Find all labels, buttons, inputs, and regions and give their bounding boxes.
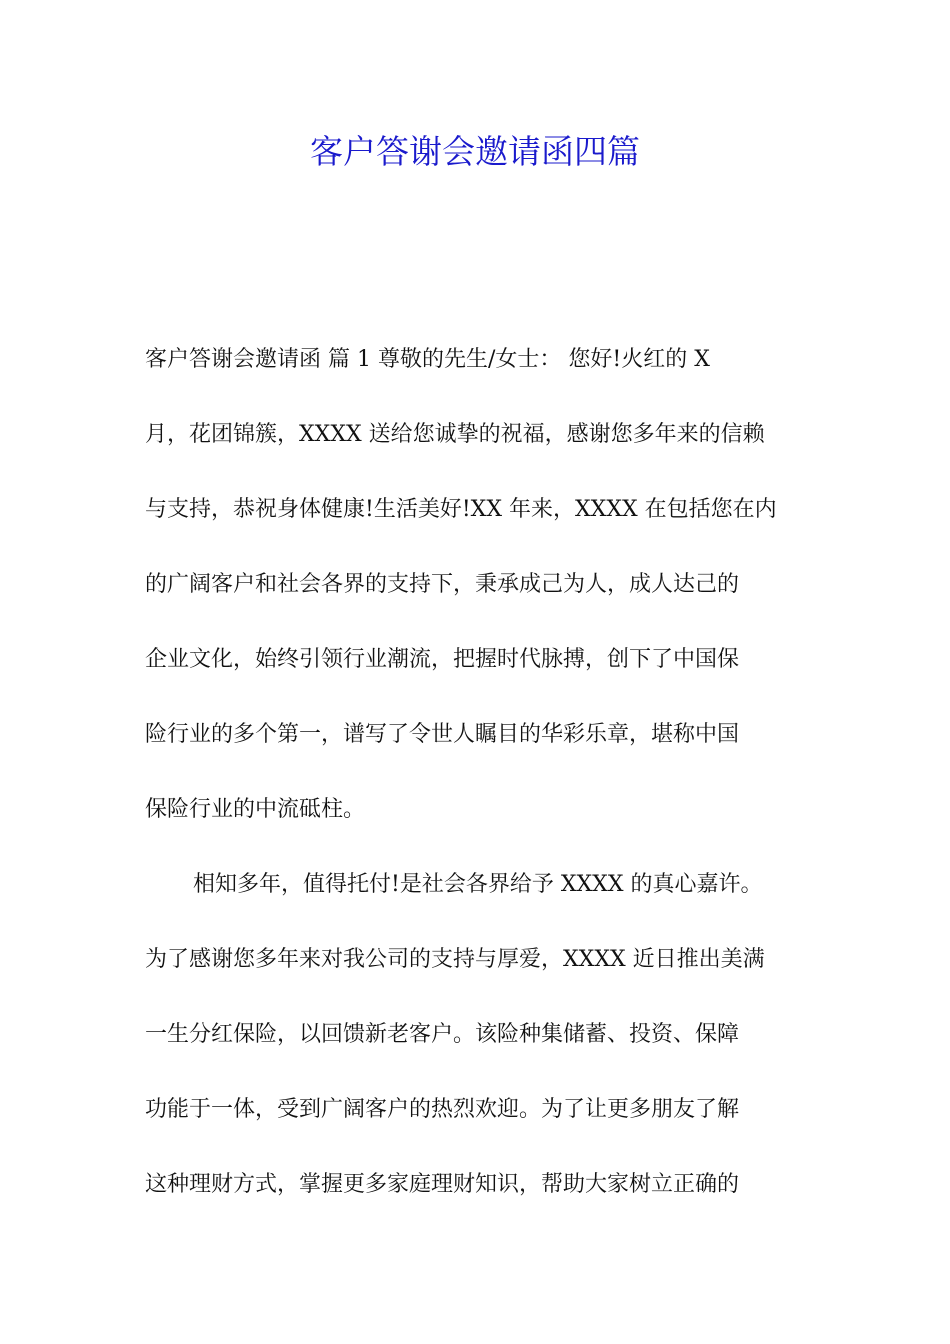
body-line: 保险行业的中流砥柱。 xyxy=(145,797,366,822)
body-line: 企业文化，始终引领行业潮流，把握时代脉搏，创下了中国保 xyxy=(145,647,740,672)
body-line: 一生分红保险，以回馈新老客户。该险种集储蓄、投资、保障 xyxy=(145,1022,740,1047)
body-line: 客户答谢会邀请函 篇 1 尊敬的先生/女士： 您好!火红的 X xyxy=(145,347,710,372)
document-title: 客户答谢会邀请函四篇 xyxy=(310,132,640,171)
body-line: 为了感谢您多年来对我公司的支持与厚爱，XXXX 近日推出美满 xyxy=(145,947,765,972)
body-line: 相知多年，值得托付!是社会各界给予 XXXX 的真心嘉许。 xyxy=(193,872,763,897)
body-line: 险行业的多个第一，谱写了令世人瞩目的华彩乐章，堪称中国 xyxy=(145,722,740,747)
body-line: 的广阔客户和社会各界的支持下，秉承成己为人，成人达己的 xyxy=(145,572,740,597)
body-line: 功能于一体，受到广阔客户的热烈欢迎。为了让更多朋友了解 xyxy=(145,1097,740,1122)
body-line: 月，花团锦簇，XXXX 送给您诚挚的祝福，感谢您多年来的信赖 xyxy=(145,422,765,447)
body-line: 这种理财方式，掌握更多家庭理财知识，帮助大家树立正确的 xyxy=(145,1172,740,1197)
body-line: 与支持，恭祝身体健康!生活美好!XX 年来，XXXX 在包括您在内 xyxy=(145,497,777,522)
